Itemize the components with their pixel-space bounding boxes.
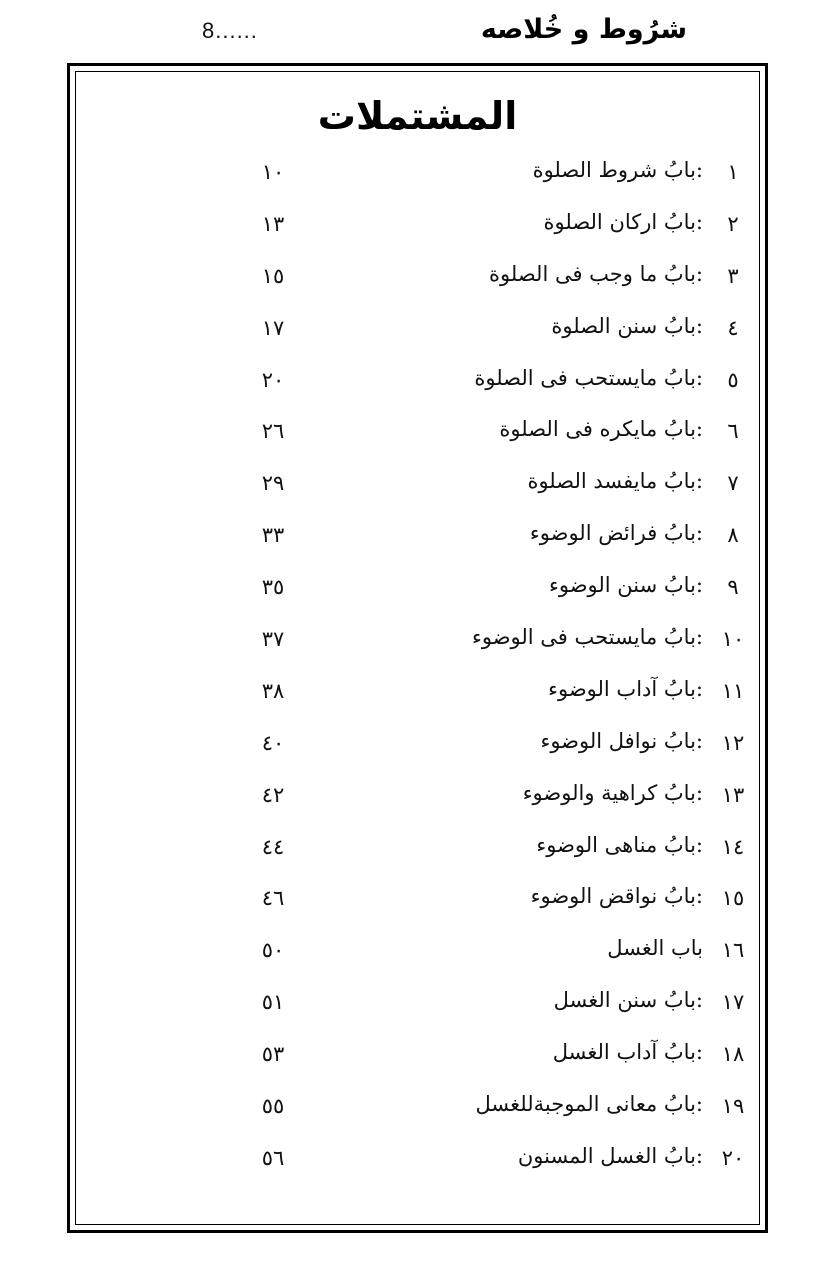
toc-entry-index: ٦ <box>727 419 739 444</box>
toc-heading: المشتملات <box>317 94 518 138</box>
toc-entry-index: ١٩ <box>721 1094 745 1119</box>
toc-entry-page: ٤٢ <box>261 782 285 807</box>
toc-entry <box>76 771 759 823</box>
toc-entry-index: ١١ <box>721 678 745 703</box>
toc-entry-page: ٥٦ <box>261 1145 285 1170</box>
toc-entry <box>76 1134 759 1186</box>
toc-entry-page: ٣٣ <box>261 523 285 548</box>
toc-entry-title: :بابُ الغسل المسنون <box>517 1143 703 1168</box>
toc-entry-index: ١٨ <box>721 1042 745 1067</box>
toc-entry-page: ٣٧ <box>261 627 285 652</box>
toc-entry-title: :بابُ نوافل الوضوء <box>540 728 703 753</box>
page-number: 8...... <box>202 18 258 43</box>
page-header <box>0 0 825 64</box>
toc-entry-title: :بابُ سنن الغسل <box>553 988 703 1013</box>
toc-entry-index: ١٠ <box>721 627 745 652</box>
toc-entry-page: ٣٨ <box>261 678 285 703</box>
toc-entry <box>76 252 759 304</box>
toc-entry <box>76 200 759 252</box>
toc-entry-index: ٨ <box>727 523 739 548</box>
toc-entry-page: ٤٦ <box>261 886 285 911</box>
toc-entry <box>76 823 759 875</box>
toc-entry-index: ١٦ <box>721 938 745 963</box>
toc-entry <box>76 1030 759 1082</box>
toc-entry <box>76 926 759 978</box>
toc-entry <box>76 874 759 926</box>
toc-entry-index: ٣ <box>727 263 739 288</box>
toc-entry-index: ١٥ <box>721 886 745 911</box>
toc-entry-page: ١٠ <box>261 160 285 184</box>
toc-entry-page: ١٧ <box>261 315 285 340</box>
toc-entry <box>76 511 759 563</box>
toc-entry <box>76 304 759 356</box>
toc-entry-title: :بابُ ما وجب فی الصلوة <box>489 261 703 286</box>
toc-entry-index: ٥ <box>727 367 739 392</box>
toc-entry-title: :بابُ مایستحب فی الصلوة <box>474 365 703 390</box>
toc-entry-index: ١ <box>727 160 739 184</box>
toc-entry-index: ٩ <box>727 575 739 600</box>
toc-entry <box>76 407 759 459</box>
toc-entry <box>76 667 759 719</box>
toc-entry <box>76 356 759 408</box>
toc-entry-page: ٤٠ <box>261 730 285 755</box>
toc-entry-page: ٢٠ <box>261 367 285 392</box>
toc-entry-page: ٥١ <box>261 990 285 1015</box>
toc-entry-page: ٢٩ <box>261 471 285 496</box>
toc-entry-title: :بابُ مایفسد الصلوة <box>527 469 703 494</box>
toc-entry-title: :بابُ نواقض الوضوء <box>530 884 703 909</box>
toc-entry-title: :بابُ کراھیة والوضوء <box>522 780 703 805</box>
toc-entry-page: ٤٤ <box>261 834 285 859</box>
toc-entry-page: ٥٣ <box>261 1042 285 1067</box>
book-title: شرُوط و خُلاصه <box>480 14 687 45</box>
toc-entry <box>76 719 759 771</box>
toc-entry-title: :بابُ آداب الغسل <box>552 1040 703 1065</box>
toc-entry-page: ١٣ <box>261 211 285 236</box>
toc-entry-index: ٤ <box>727 315 739 340</box>
toc-list <box>76 148 759 1186</box>
toc-entry-page: ٥٥ <box>261 1094 285 1119</box>
toc-entry-page: ٢٦ <box>261 419 285 444</box>
toc-entry-title: :بابُ آداب الوضوء <box>548 676 703 701</box>
toc-entry-index: ٢٠ <box>721 1145 745 1170</box>
toc-entry-title: :بابُ مایستحب فی الوضوء <box>471 625 703 650</box>
toc-entry-index: ١٣ <box>721 782 745 807</box>
toc-entry-page: ٣٥ <box>261 575 285 600</box>
toc-entry <box>76 978 759 1030</box>
toc-entry-title: باب الغسل <box>607 936 703 961</box>
page-frame <box>67 63 768 1233</box>
toc-entry-title: :بابُ شروط الصلوة <box>532 158 703 182</box>
toc-entry-title: :بابُ فرائض الوضوء <box>529 521 703 546</box>
toc-entry <box>76 1082 759 1134</box>
toc-entry-title: :بابُ سنن الصلوة <box>551 313 703 338</box>
toc-entry-title: :بابُ مایکره فی الصلوة <box>499 417 703 442</box>
toc-entry-index: ١٢ <box>721 730 745 755</box>
toc-entry <box>76 615 759 667</box>
toc-entry <box>76 563 759 615</box>
toc-entry-page: ٥٠ <box>261 938 285 963</box>
toc-entry <box>76 148 759 200</box>
toc-entry <box>76 459 759 511</box>
page-frame-inner <box>75 71 760 1225</box>
toc-entry-title: :بابُ ارکان الصلوة <box>543 209 703 234</box>
toc-entry-title: :بابُ سنن الوضوء <box>549 573 703 598</box>
toc-entry-index: ٧ <box>727 471 739 496</box>
toc-entry-index: ١٤ <box>721 834 745 859</box>
toc-entry-index: ١٧ <box>721 990 745 1015</box>
toc-entry-page: ١٥ <box>261 263 285 288</box>
toc-entry-title: :بابُ معانی الموجبةللغسل <box>475 1092 703 1117</box>
toc-entry-title: :بابُ مناھی الوضوء <box>536 832 703 857</box>
toc-entry-index: ٢ <box>727 211 739 236</box>
